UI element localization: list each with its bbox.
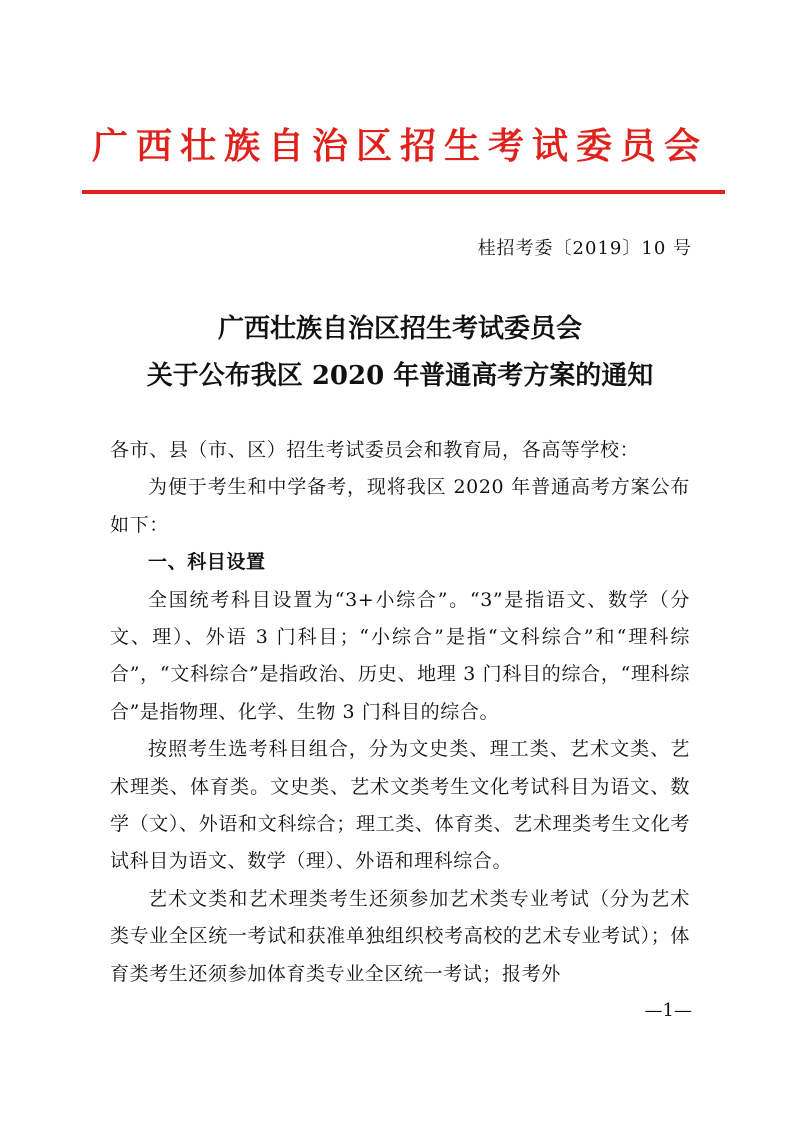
document-body (110, 432, 690, 993)
paragraph-3: 艺术文类和艺术理类考生还须参加艺术类专业考试（分为艺术类专业全区统一考试和获准单独组织校考高校的艺术专业考试）；体育类考生还须参加体育类专业全区统一考试；报考外 (110, 887, 690, 985)
paragraph-2: 按照考生选考科目组合，分为文史类、理工类、艺术文类、艺术理类、体育类。文史类、艺术文类考生文化考试科目为语文、数学（文）、外语和文科综合；理工类、体育类、艺术理类考生文化考试科目为语文、数学（理）、外语和理科综合。 (110, 738, 690, 873)
document-title-line-2: 关于公布我区 2020 年普通高考方案的通知 (146, 361, 654, 391)
letterhead-org-name: 广西壮族自治区招生考试委员会 (91, 126, 708, 167)
intro-paragraph: 为便于考生和中学备考，现将我区 2020 年普通高考方案公布如下： (110, 476, 690, 536)
letterhead-red-rule (82, 190, 725, 194)
paragraph-1: 全国统考科目设置为“3+小综合”。“3”是指语文、数学（分文、理）、外语 3 门科目；“小综合”是指“文科综合”和“理科综合”，“文科综合”是指政治、历史、地理 3 门科目的综合，“理科综合”是指物理、化学、生物 3 门科目的综合。 (110, 588, 690, 723)
document-number: 桂招考委〔2019〕10 号 (477, 238, 692, 259)
section-heading: 一、科目设置 (148, 551, 266, 574)
addressee: 各市、县（市、区）招生考试委员会和教育局，各高等学校： (110, 439, 640, 461)
document-title-line-1: 广西壮族自治区招生考试委员会 (217, 314, 582, 344)
page-number: —1— (644, 1000, 692, 1021)
